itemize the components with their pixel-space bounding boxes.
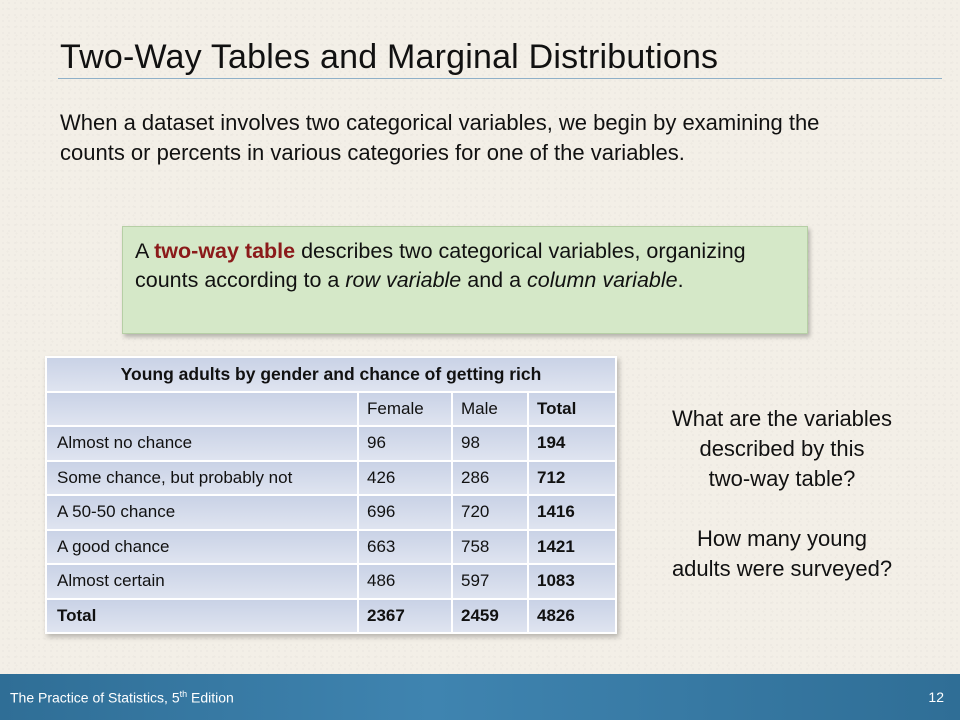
row-label: Almost no chance bbox=[46, 426, 358, 461]
table-caption: Young adults by gender and chance of getting rich bbox=[46, 357, 616, 392]
definition-middle: describes two categorical variables, organizing counts according to a bbox=[135, 239, 746, 292]
row-label: Almost certain bbox=[46, 564, 358, 599]
cell-male: 98 bbox=[452, 426, 528, 461]
table-header-female: Female bbox=[358, 392, 452, 427]
row-label: A good chance bbox=[46, 530, 358, 565]
cell-female: 426 bbox=[358, 461, 452, 496]
cell-female: 696 bbox=[358, 495, 452, 530]
table-row bbox=[46, 564, 616, 599]
slide-title: Two-Way Tables and Marginal Distributions bbox=[60, 38, 719, 76]
table-header-male: Male bbox=[452, 392, 528, 427]
page-number: 12 bbox=[928, 689, 944, 705]
title-divider bbox=[58, 78, 942, 79]
row-label: Some chance, but probably not bbox=[46, 461, 358, 496]
question-line: What are the variables bbox=[671, 406, 893, 431]
definition-row-variable: row variable bbox=[345, 268, 462, 292]
cell-female: 96 bbox=[358, 426, 452, 461]
question-line: How many young bbox=[697, 526, 867, 551]
table-row bbox=[46, 530, 616, 565]
cell-total: 1416 bbox=[528, 495, 616, 530]
footer-bar bbox=[0, 674, 960, 720]
definition-prefix: A bbox=[135, 239, 155, 263]
cell-total: 1421 bbox=[528, 530, 616, 565]
discussion-questions bbox=[634, 404, 930, 584]
definition-term: two-way table bbox=[154, 239, 296, 263]
cell-grand-total: 4826 bbox=[528, 599, 616, 634]
definition-box bbox=[122, 226, 808, 334]
question-spacer bbox=[634, 494, 930, 524]
intro-paragraph: When a dataset involves two categorical variables, we begin by examining the counts or percents in various categories for one of the variables. bbox=[60, 110, 820, 165]
table-row bbox=[46, 495, 616, 530]
table-row bbox=[46, 426, 616, 461]
footer-book: The Practice of Statistics, 5 bbox=[10, 689, 180, 706]
question-line: described by this bbox=[699, 436, 865, 461]
table-header-row bbox=[46, 392, 616, 427]
question-line: two-way table? bbox=[708, 466, 856, 491]
footer-superscript: th bbox=[179, 689, 188, 699]
table-header-cell bbox=[46, 392, 358, 427]
table-header-total: Total bbox=[528, 392, 616, 427]
cell-female: 486 bbox=[358, 564, 452, 599]
two-way-table bbox=[45, 356, 617, 634]
question-line: adults were surveyed? bbox=[671, 556, 893, 581]
footer-book-title bbox=[10, 689, 234, 706]
cell-male: 758 bbox=[452, 530, 528, 565]
definition-column-variable: column variable bbox=[527, 268, 678, 292]
cell-female: 663 bbox=[358, 530, 452, 565]
cell-total: 712 bbox=[528, 461, 616, 496]
cell-male: 720 bbox=[452, 495, 528, 530]
definition-and: and a bbox=[461, 268, 528, 292]
cell-male: 286 bbox=[452, 461, 528, 496]
footer-edition: Edition bbox=[187, 689, 234, 706]
cell-female-total: 2367 bbox=[358, 599, 452, 634]
cell-total: 1083 bbox=[528, 564, 616, 599]
cell-total: 194 bbox=[528, 426, 616, 461]
cell-male: 597 bbox=[452, 564, 528, 599]
definition-end: . bbox=[677, 268, 684, 292]
table-total-row bbox=[46, 599, 616, 634]
cell-male-total: 2459 bbox=[452, 599, 528, 634]
row-label: A 50-50 chance bbox=[46, 495, 358, 530]
table-row bbox=[46, 461, 616, 496]
row-label-total: Total bbox=[46, 599, 358, 634]
